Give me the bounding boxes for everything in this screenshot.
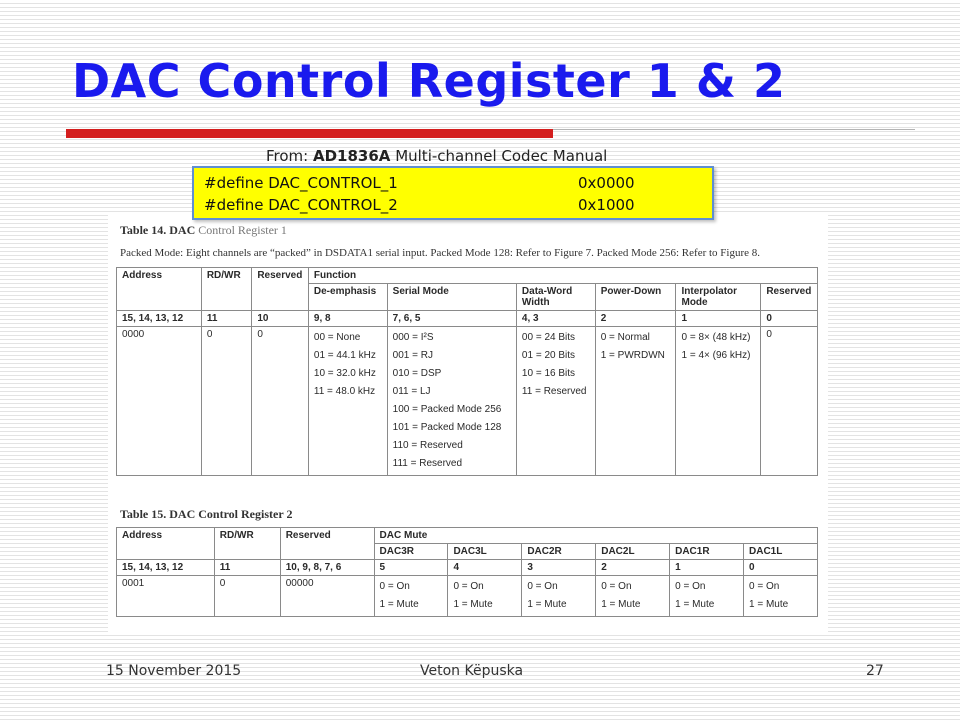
value-dac2r bbox=[522, 576, 596, 617]
bits-deemphasis: 9, 8 bbox=[308, 311, 387, 327]
footer-date: 15 November 2015 bbox=[106, 663, 242, 679]
table15-caption: Table 15. DAC Control Register 2 bbox=[120, 507, 293, 521]
list-item: 1 = 4× (96 kHz) bbox=[681, 350, 751, 361]
table14-note: Packed Mode: Eight channels are “packed” in DSDATA1 serial input. Packed Mode 128: Refer to Figure 7. Packed Mode 256: Refer to Figure 8. bbox=[120, 247, 761, 259]
list-item: 0 = Normal bbox=[600, 332, 650, 343]
list-item: 1 = Mute bbox=[601, 599, 641, 610]
header-reserved: Reserved bbox=[252, 268, 309, 311]
define-line-1: #define DAC_CONTROL_1 bbox=[204, 174, 398, 192]
header-dac2l: DAC2L bbox=[596, 544, 670, 560]
list-item: 1 = Mute bbox=[453, 599, 493, 610]
header-interpolator-mode: Interpolator Mode bbox=[676, 284, 761, 311]
define-value-1: 0x0000 bbox=[578, 174, 635, 192]
title-underline-accent bbox=[66, 129, 553, 138]
list-item: 0 = On bbox=[527, 581, 558, 592]
dac-control-register-2-table bbox=[116, 527, 818, 617]
value-data-word-width bbox=[516, 327, 595, 476]
bits-data-word-width: 4, 3 bbox=[516, 311, 595, 327]
header-address: Address bbox=[117, 268, 202, 311]
value-dac3r bbox=[374, 576, 448, 617]
list-item: 00 = None bbox=[313, 332, 361, 343]
define-line-2: #define DAC_CONTROL_2 bbox=[204, 196, 398, 214]
value-address: 0001 bbox=[117, 576, 215, 617]
header-reserved: Reserved bbox=[280, 528, 374, 560]
header-dac3l: DAC3L bbox=[448, 544, 522, 560]
define-value-2: 0x1000 bbox=[578, 196, 635, 214]
value-rdwr: 0 bbox=[201, 327, 251, 476]
header-dac-mute: DAC Mute bbox=[374, 528, 817, 544]
bits-dac3l: 4 bbox=[448, 560, 522, 576]
bit-positions-row bbox=[117, 311, 818, 327]
list-item: 0 = 8× (48 kHz) bbox=[681, 332, 751, 343]
header-power-down: Power-Down bbox=[595, 284, 676, 311]
list-item: 0 = On bbox=[453, 581, 484, 592]
define-code-box bbox=[192, 166, 714, 220]
list-item: 11 = Reserved bbox=[521, 386, 587, 397]
list-item: 111 = Reserved bbox=[392, 458, 463, 469]
value-dac1l bbox=[744, 576, 818, 617]
value-reserved-2: 0 bbox=[761, 327, 818, 476]
source-document: AD1836A bbox=[313, 147, 391, 165]
value-interpolator-mode bbox=[676, 327, 761, 476]
list-item: 010 = DSP bbox=[392, 368, 442, 379]
source-prefix: From: bbox=[266, 147, 313, 165]
bits-address: 15, 14, 13, 12 bbox=[117, 311, 202, 327]
value-serial-mode bbox=[387, 327, 516, 476]
slide-title: DAC Control Register 1 & 2 bbox=[72, 54, 786, 108]
bits-dac3r: 5 bbox=[374, 560, 448, 576]
list-item: 00 = 24 Bits bbox=[521, 332, 576, 343]
table-row bbox=[117, 327, 818, 476]
value-deemphasis bbox=[308, 327, 387, 476]
value-dac2l bbox=[596, 576, 670, 617]
header-address: Address bbox=[117, 528, 215, 560]
footer-page-number: 27 bbox=[866, 663, 884, 679]
header-dac2r: DAC2R bbox=[522, 544, 596, 560]
list-item: 1 = PWRDWN bbox=[600, 350, 665, 361]
header-dac1r: DAC1R bbox=[670, 544, 744, 560]
list-item: 1 = Mute bbox=[675, 599, 715, 610]
header-dac3r: DAC3R bbox=[374, 544, 448, 560]
table14-caption-thin: Control Register 1 bbox=[195, 223, 287, 237]
bits-dac1l: 0 bbox=[744, 560, 818, 576]
value-rdwr: 0 bbox=[214, 576, 280, 617]
bits-address: 15, 14, 13, 12 bbox=[117, 560, 215, 576]
bits-interpolator-mode: 1 bbox=[676, 311, 761, 327]
list-item: 1 = Mute bbox=[749, 599, 789, 610]
bits-reserved: 10, 9, 8, 7, 6 bbox=[280, 560, 374, 576]
list-item: 11 = 48.0 kHz bbox=[313, 386, 376, 397]
bits-rdwr: 11 bbox=[201, 311, 251, 327]
bits-dac2r: 3 bbox=[522, 560, 596, 576]
list-item: 101 = Packed Mode 128 bbox=[392, 422, 502, 433]
bits-power-down: 2 bbox=[595, 311, 676, 327]
list-item: 001 = RJ bbox=[392, 350, 433, 361]
list-item: 0 = On bbox=[379, 581, 410, 592]
list-item: 01 = 20 Bits bbox=[521, 350, 576, 361]
bit-positions-row bbox=[117, 560, 818, 576]
bits-dac1r: 1 bbox=[670, 560, 744, 576]
header-rdwr: RD/WR bbox=[214, 528, 280, 560]
header-function: Function bbox=[308, 268, 817, 284]
bits-dac2l: 2 bbox=[596, 560, 670, 576]
list-item: 0 = On bbox=[601, 581, 632, 592]
header-deemphasis: De-emphasis bbox=[308, 284, 387, 311]
value-reserved: 0 bbox=[252, 327, 309, 476]
bits-reserved-2: 0 bbox=[761, 311, 818, 327]
datasheet-excerpt bbox=[108, 215, 828, 633]
header-rdwr: RD/WR bbox=[201, 268, 251, 311]
value-dac3l bbox=[448, 576, 522, 617]
title-underline-rule bbox=[553, 129, 915, 130]
list-item: 10 = 16 Bits bbox=[521, 368, 576, 379]
header-reserved-2: Reserved bbox=[761, 284, 818, 311]
list-item: 1 = Mute bbox=[527, 599, 567, 610]
source-citation bbox=[266, 147, 607, 165]
value-dac1r bbox=[670, 576, 744, 617]
list-item: 1 = Mute bbox=[379, 599, 419, 610]
value-power-down bbox=[595, 327, 676, 476]
value-reserved: 00000 bbox=[280, 576, 374, 617]
list-item: 10 = 32.0 kHz bbox=[313, 368, 376, 379]
header-dac1l: DAC1L bbox=[744, 544, 818, 560]
list-item: 000 = I²S bbox=[392, 332, 434, 343]
value-address: 0000 bbox=[117, 327, 202, 476]
list-item: 011 = LJ bbox=[392, 386, 431, 397]
dac-control-register-1-table bbox=[116, 267, 818, 476]
header-data-word-width: Data-Word Width bbox=[516, 284, 595, 311]
footer-author: Veton Këpuska bbox=[420, 663, 524, 679]
list-item: 100 = Packed Mode 256 bbox=[392, 404, 502, 415]
header-serial-mode: Serial Mode bbox=[387, 284, 516, 311]
list-item: 110 = Reserved bbox=[392, 440, 463, 451]
source-suffix: Multi-channel Codec Manual bbox=[390, 147, 608, 165]
list-item: 0 = On bbox=[675, 581, 706, 592]
table14-caption bbox=[120, 223, 287, 238]
bits-rdwr: 11 bbox=[214, 560, 280, 576]
bits-reserved: 10 bbox=[252, 311, 309, 327]
table-row bbox=[117, 576, 818, 617]
bits-serial-mode: 7, 6, 5 bbox=[387, 311, 516, 327]
list-item: 0 = On bbox=[749, 581, 780, 592]
list-item: 01 = 44.1 kHz bbox=[313, 350, 376, 361]
table14-caption-bold: Table 14. DAC bbox=[120, 223, 196, 237]
